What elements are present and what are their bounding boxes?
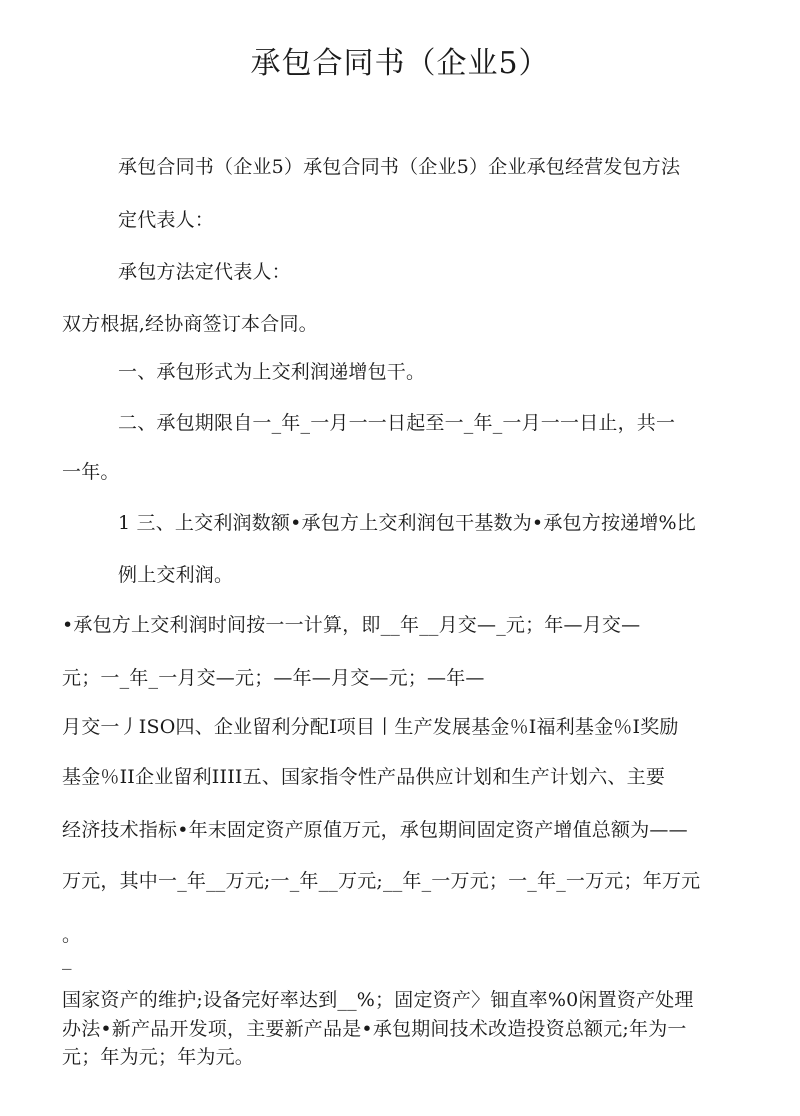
paragraph-line: 基金％II企业留利IIII五、国家指令性产品供应计划和生产计划六、主要 xyxy=(62,766,666,788)
paragraph-line: 承包方法定代表人： xyxy=(118,261,291,283)
paragraph-line: 二、承包期限自一_年_一月一一日起至一_年_一月一一日止，共一 xyxy=(118,412,676,434)
paragraph-line: 一年。 xyxy=(62,461,120,483)
paragraph-line: 月交一丿ISO四、企业留利分配I项目丨生产发展基金％I福利基金％I奖励 xyxy=(62,716,679,738)
paragraph-line: 万元，其中一_年__万元;一_年__万元;__年_一万元；一_年_一万元；年万元 xyxy=(62,870,701,892)
paragraph-line: 办法•新产品开发项，主要新产品是•承包期间技术改造投资总额元;年为一 xyxy=(62,1018,687,1040)
paragraph-line: 。 xyxy=(62,924,82,946)
paragraph-line: •承包方上交利润时间按一一计算，即__年__月交—_元；年—月交— xyxy=(62,614,641,636)
document-title: 承包合同书（企业5） xyxy=(250,46,550,81)
paragraph-line: 经济技术指标•年末固定资产原值万元，承包期间固定资产增值总额为—— xyxy=(62,819,688,841)
paragraph-line: 元；一_年_一月交—元；—年—月交—元；—年— xyxy=(62,667,485,689)
paragraph-line: 例上交利润。 xyxy=(118,564,234,586)
underline-mark: _ xyxy=(62,948,72,970)
paragraph-line: 定代表人： xyxy=(118,209,215,231)
paragraph-line: 承包合同书（企业5）承包合同书（企业5）企业承包经营发包方法 xyxy=(118,156,681,178)
paragraph-line: 一、承包形式为上交利润递增包干。 xyxy=(118,361,426,383)
paragraph-line: 国家资产的维护;设备完好率达到__%；固定资产〉钿直率%0闲置资产处理 xyxy=(62,989,694,1011)
paragraph-line: 元；年为元；年为元。 xyxy=(62,1046,255,1068)
paragraph-line: 双方根据,经协商签订本合同。 xyxy=(62,313,318,335)
paragraph-line: 1 三、上交利润数额•承包方上交利润包干基数为•承包方按递增%比 xyxy=(118,512,696,534)
